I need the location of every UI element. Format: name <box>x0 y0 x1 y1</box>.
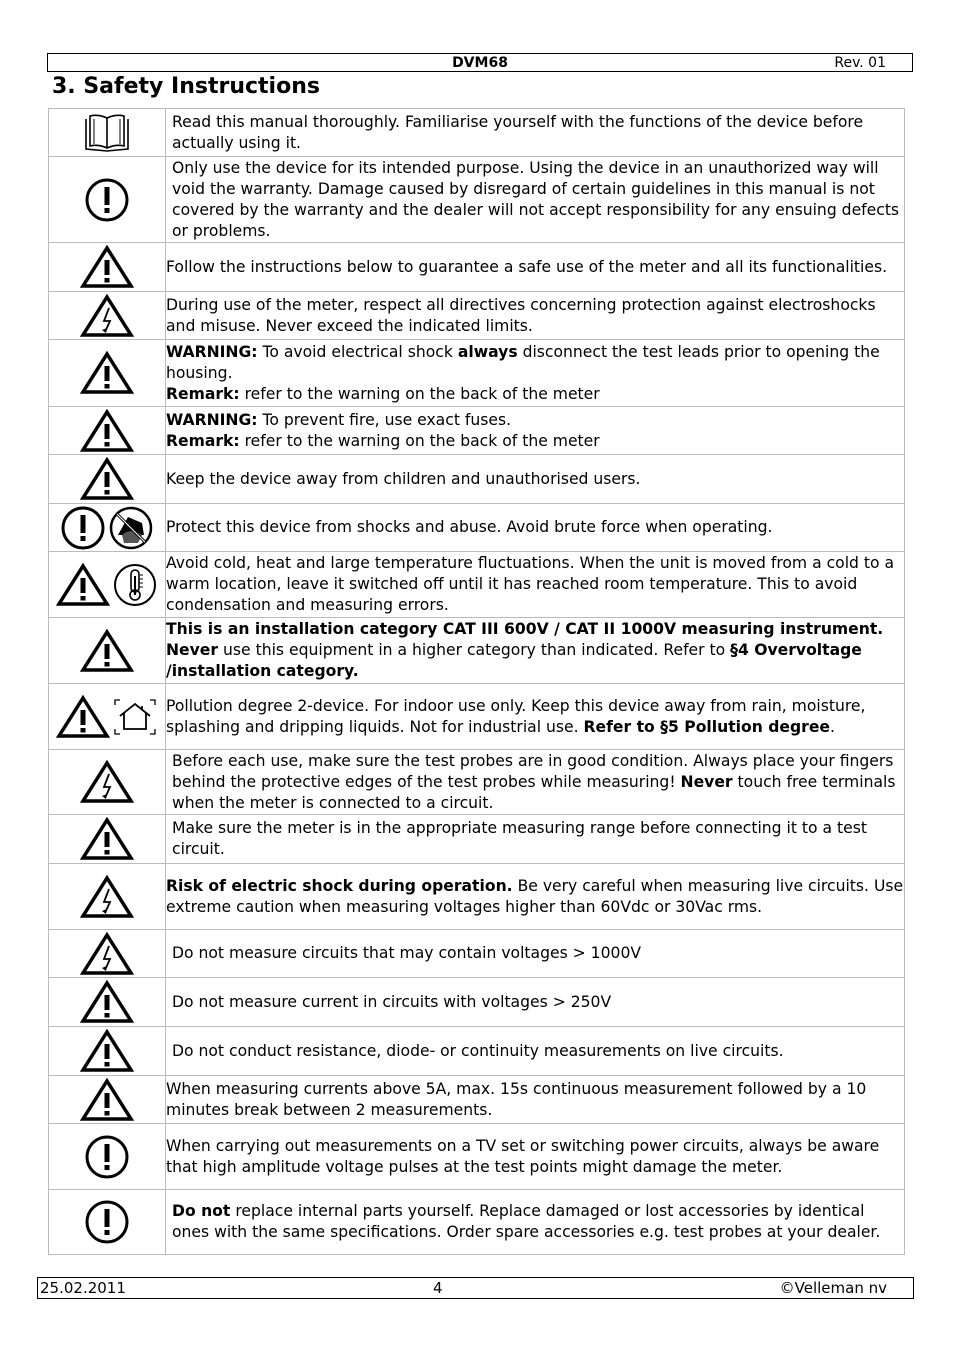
text-run: refer to the warning on the back of the meter <box>239 384 600 403</box>
bold-text: WARNING: <box>166 410 258 429</box>
footer-date: 25.02.2011 <box>40 1279 126 1297</box>
icon-cell <box>49 109 166 157</box>
icon-cell <box>49 930 166 978</box>
safety-instructions-table <box>48 108 905 1255</box>
warning-triangle-icon <box>56 563 110 607</box>
bold-text: Do not <box>172 1202 231 1220</box>
page-header <box>47 53 913 72</box>
table-row <box>49 750 905 815</box>
page-footer <box>37 1277 914 1299</box>
table-row <box>49 340 905 407</box>
text-run: Before each use, make sure the test probes are in good condition. Always place your fingers behind the protective edges of the test probes while measuring! <box>172 751 894 791</box>
exclamation-circle-icon <box>60 505 106 551</box>
table-row <box>49 552 905 618</box>
icon-cell <box>49 618 166 684</box>
text-run: touch free terminals when the meter is connected to a circuit. <box>172 772 896 812</box>
table-row <box>49 930 905 978</box>
icon-cell <box>49 1027 166 1076</box>
table-row <box>49 618 905 684</box>
exclamation-circle-icon <box>84 177 130 223</box>
electric-shock-icon <box>80 760 134 804</box>
icon-cell <box>49 864 166 930</box>
icon-cell <box>49 815 166 864</box>
text-run: To prevent fire, use exact fuses. <box>257 410 512 429</box>
instruction-text <box>166 684 905 750</box>
text-run: Read this manual thoroughly. Familiarise yourself with the functions of the device before actually using it. <box>172 112 864 152</box>
text-run: Pollution degree 2-device. For indoor use only. Keep this device away from rain, moisture, splashing and dripping liquids. Not for industrial use. <box>166 696 866 736</box>
thermometer-icon <box>112 562 158 608</box>
text-run: Do not measure circuits that may contain voltages > 1000V <box>172 944 642 962</box>
bold-text: Never <box>680 772 733 791</box>
bold-text: Remark: <box>166 384 240 403</box>
table-row <box>49 1124 905 1190</box>
instruction-text <box>166 1027 905 1076</box>
bold-text: Refer to §5 Pollution degree <box>583 717 830 736</box>
revision: Rev. 01 <box>834 55 886 71</box>
instruction-text <box>166 1124 905 1190</box>
instruction-text <box>166 407 905 455</box>
instruction-text <box>166 750 905 815</box>
table-row <box>49 978 905 1027</box>
bold-text: This is an installation category CAT III 600V / CAT II 1000V measuring instrument. Never <box>166 620 884 659</box>
table-row <box>49 109 905 157</box>
instruction-text <box>166 455 905 504</box>
text-run: refer to the warning on the back of the meter <box>239 431 600 450</box>
table-row <box>49 157 905 243</box>
instruction-text <box>166 815 905 864</box>
icon-cell <box>49 157 166 243</box>
text-run: disconnect the test leads prior to opening the housing. <box>166 342 880 382</box>
instruction-text <box>166 1076 905 1124</box>
warning-triangle-icon <box>80 351 134 395</box>
table-row <box>49 815 905 864</box>
icon-cell <box>49 407 166 455</box>
table-row <box>49 407 905 455</box>
instruction-text <box>166 243 905 292</box>
exclamation-circle-icon <box>84 1134 130 1180</box>
text-run: Be very careful when measuring live circuits. Use extreme caution when measuring voltages higher than 60Vdc or 30Vac rms. <box>166 876 904 916</box>
warning-triangle-icon <box>80 629 134 673</box>
instruction-text <box>166 292 905 340</box>
footer-copyright: ©Velleman nv <box>779 1279 887 1297</box>
text-run: When measuring currents above 5A, max. 15s continuous measurement followed by a 10 minutes break between 2 measurements. <box>166 1079 867 1119</box>
warning-triangle-icon <box>80 457 134 501</box>
bold-text: always <box>457 342 518 361</box>
icon-cell <box>49 684 166 750</box>
warning-triangle-icon <box>80 980 134 1024</box>
table-row <box>49 504 905 552</box>
text-run: Only use the device for its intended purpose. Using the device in an unauthorized way will void the warranty. Damage caused by disregard of certain guidelines in this manual is not covered by the warranty and the dealer will not accept responsibility for any ensuing defects or problems. <box>172 158 900 240</box>
instruction-text <box>166 340 905 407</box>
text-run: Keep the device away from children and unauthorised users. <box>166 469 641 488</box>
page-number: 4 <box>433 1279 443 1297</box>
icon-cell <box>49 750 166 815</box>
book-icon <box>83 113 131 153</box>
text-run: During use of the meter, respect all directives concerning protection against electroshocks and misuse. Never exceed the indicated limits. <box>166 295 876 335</box>
icon-cell <box>49 455 166 504</box>
text-run: use this equipment in a higher category than indicated. Refer to <box>218 641 731 659</box>
table-row <box>49 1190 905 1255</box>
electric-shock-icon <box>80 294 134 338</box>
warning-triangle-icon <box>80 409 134 453</box>
table-row <box>49 1027 905 1076</box>
instruction-text <box>166 157 905 243</box>
instruction-text <box>166 1190 905 1255</box>
warning-triangle-icon <box>80 1078 134 1122</box>
bold-text: Risk of electric shock during operation. <box>166 876 513 895</box>
table-row <box>49 292 905 340</box>
warning-triangle-icon <box>80 1029 134 1073</box>
icon-cell <box>49 552 166 618</box>
no-shock-icon <box>108 505 154 551</box>
text-run: To avoid electrical shock <box>257 342 458 361</box>
instruction-text <box>166 504 905 552</box>
icon-cell <box>49 978 166 1027</box>
text-run: Do not conduct resistance, diode- or continuity measurements on live circuits. <box>172 1041 784 1060</box>
table-row <box>49 455 905 504</box>
text-run: Avoid cold, heat and large temperature fluctuations. When the unit is moved from a cold to a warm location, leave it switched off until it has reached room temperature. This to avoid condensation and measuring errors. <box>166 554 895 614</box>
bold-text: Remark: <box>166 431 240 450</box>
icon-cell <box>49 1076 166 1124</box>
text-run: When carrying out measurements on a TV set or switching power circuits, always be aware that high amplitude voltage pulses at the test points might damage the meter. <box>166 1136 880 1176</box>
icon-cell <box>49 504 166 552</box>
indoor-house-icon <box>112 697 158 737</box>
icon-cell <box>49 292 166 340</box>
table-row <box>49 243 905 292</box>
instruction-text <box>166 978 905 1027</box>
icon-cell <box>49 340 166 407</box>
text-run: Make sure the meter is in the appropriate measuring range before connecting it to a test circuit. <box>172 819 868 858</box>
electric-shock-icon <box>80 875 134 919</box>
instruction-text <box>166 930 905 978</box>
warning-triangle-icon <box>56 695 110 739</box>
table-row <box>49 864 905 930</box>
icon-cell <box>49 1124 166 1190</box>
electric-shock-icon <box>80 932 134 976</box>
exclamation-circle-icon <box>84 1199 130 1245</box>
text-run: replace internal parts yourself. Replace damaged or lost accessories by identical ones with the same specifications. Order spare accessories e.g. test probes at your dealer. <box>172 1202 881 1241</box>
text-run: Protect this device from shocks and abuse. Avoid brute force when operating. <box>166 518 773 536</box>
instruction-text <box>166 864 905 930</box>
icon-cell <box>49 243 166 292</box>
bold-text: WARNING: <box>166 342 258 361</box>
table-row <box>49 684 905 750</box>
bold-text: §4 Overvoltage /installation category. <box>166 641 862 680</box>
instruction-text <box>166 109 905 157</box>
section-title: 3. Safety Instructions <box>52 74 320 99</box>
text-run: Do not measure current in circuits with voltages > 250V <box>172 992 612 1011</box>
text-run: Follow the instructions below to guarantee a safe use of the meter and all its functionalities. <box>166 257 888 276</box>
model-name: DVM68 <box>452 55 508 71</box>
table-row <box>49 1076 905 1124</box>
warning-triangle-icon <box>80 817 134 861</box>
instruction-text <box>166 552 905 618</box>
text-run: . <box>830 717 835 736</box>
warning-triangle-icon <box>80 245 134 289</box>
instruction-text <box>166 618 905 684</box>
icon-cell <box>49 1190 166 1255</box>
